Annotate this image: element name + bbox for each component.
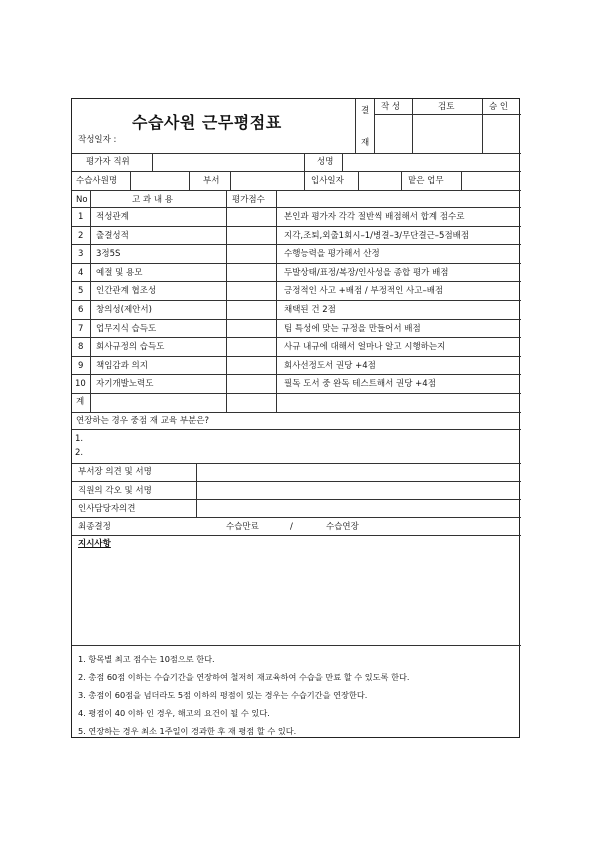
- row-item: 3정5S: [96, 249, 121, 260]
- row-divider: [72, 244, 521, 245]
- row-score-field[interactable]: [227, 227, 275, 244]
- row-criteria: 회사선정도서 권당 +4점: [284, 360, 376, 371]
- row-criteria: 두발상태/표정/복장/인사성을 종합 평가 배점: [284, 267, 449, 278]
- department-label: 부서: [203, 176, 220, 186]
- evaluation-form: [71, 98, 520, 738]
- row-score-field[interactable]: [227, 208, 275, 225]
- final-option-separator: /: [290, 522, 293, 532]
- note-line: 5. 연장하는 경우 최소 1주일이 경과한 후 재 평점 할 수 있다.: [78, 726, 297, 736]
- approval-label-2: 재: [361, 138, 370, 148]
- row-number: 6: [78, 305, 84, 315]
- evaluator-position-label: 평가자 직위: [86, 157, 130, 167]
- row-number: 1: [78, 212, 84, 222]
- approval-col-write: 작 성: [381, 102, 401, 112]
- sign-box-write[interactable]: [374, 115, 412, 153]
- row-divider: [72, 393, 521, 394]
- row-divider: [72, 337, 521, 338]
- instructions-field[interactable]: [73, 551, 519, 643]
- col-score-header: 평가점수: [232, 195, 265, 205]
- extension-question: 연장하는 경우 중점 재 교육 부분은?: [76, 416, 209, 426]
- note-line: 3. 총점이 60점을 넘더라도 5점 이하의 평점이 있는 경우는 수습기간을 연장한다.: [78, 690, 368, 700]
- row-criteria: 수행능력을 평가해서 산정: [284, 249, 380, 260]
- row-item: 책임감과 의지: [96, 360, 148, 371]
- row-score-field[interactable]: [227, 301, 275, 318]
- row-criteria: 필독 도서 중 완독 테스트해서 권당 +4점: [284, 379, 436, 390]
- row-score-field[interactable]: [227, 245, 275, 262]
- row-item: 출결성적: [96, 230, 129, 241]
- col-content-header: 고 과 내 용: [132, 195, 173, 205]
- trainee-resolve-field[interactable]: [197, 482, 520, 499]
- row-item: 예절 및 용모: [96, 267, 143, 278]
- row-criteria: 사규 내규에 대해서 얼마나 알고 시행하는지: [284, 342, 446, 353]
- row-number: 7: [78, 323, 84, 334]
- row-criteria: 긍정적인 사고 +배점 / 부정적인 사고–배점: [284, 286, 444, 297]
- row-item: 회사규정의 습득도: [96, 342, 165, 353]
- note-line: 1. 항목별 최고 점수는 10점으로 한다.: [78, 654, 215, 664]
- manager-opinion-field[interactable]: [197, 464, 520, 481]
- extension-item-1: 1.: [75, 434, 84, 444]
- assigned-duty-label: 맡은 업무: [408, 176, 444, 186]
- row-score-field[interactable]: [227, 357, 275, 374]
- total-label: 계: [76, 397, 85, 407]
- row-item: 적성관계: [96, 212, 129, 222]
- final-decision-label: 최종결정: [78, 522, 111, 532]
- sign-box-review[interactable]: [413, 115, 482, 153]
- hire-date-field[interactable]: [359, 172, 400, 190]
- instructions-label: 지시사항: [78, 539, 111, 549]
- row-divider: [72, 356, 521, 357]
- row-number: 3: [78, 249, 84, 260]
- row-score-field[interactable]: [227, 282, 275, 299]
- name-label: 성명: [317, 157, 334, 167]
- trainee-name-label: 수습사원명: [76, 176, 118, 186]
- trainee-resolve-label: 직원의 각오 및 서명: [78, 486, 152, 496]
- row-item: 업무지식 습득도: [96, 323, 157, 334]
- final-option-extend[interactable]: 수습연장: [326, 522, 359, 532]
- row-divider: [72, 263, 521, 264]
- page-title: 수습사원 근무평점표: [132, 113, 282, 132]
- note-line: 2. 총점 60점 이하는 수습기간을 연장하여 철저히 재교육하여 수습을 만료 할 수 있도록 한다.: [78, 672, 410, 682]
- approval-label-1: 결: [361, 106, 370, 116]
- row-item: 인간관계 협조성: [96, 286, 157, 297]
- row-score-field[interactable]: [227, 375, 275, 392]
- row-number: 9: [78, 360, 84, 371]
- row-score-field[interactable]: [227, 338, 275, 355]
- row-item: 자기개발노력도: [96, 379, 154, 390]
- approval-col-review: 검토: [438, 102, 455, 112]
- row-score-field[interactable]: [227, 320, 275, 337]
- manager-opinion-label: 부서장 의견 및 서명: [78, 467, 152, 477]
- row-criteria: 지각,조퇴,외출1회시–1/병결–3/무단결근–5점배점: [284, 230, 470, 241]
- extension-answer-field[interactable]: [86, 430, 520, 463]
- sign-box-approve[interactable]: [483, 115, 521, 153]
- row-number: 10: [75, 379, 86, 390]
- hr-opinion-field[interactable]: [197, 500, 520, 517]
- row-criteria: 본인과 평가자 각각 절반씩 배점해서 합계 점수로: [284, 212, 465, 222]
- row-divider: [72, 374, 521, 375]
- row-divider: [72, 226, 521, 227]
- row-number: 2: [78, 230, 84, 241]
- row-criteria: 팀 특성에 맞는 규정을 만들어서 배점: [284, 323, 421, 334]
- row-criteria: 채택된 건 2점: [284, 305, 336, 315]
- extension-item-2: 2.: [75, 448, 84, 458]
- hr-opinion-label: 인사담당자의견: [78, 504, 136, 514]
- row-number: 4: [78, 267, 84, 278]
- row-score-field[interactable]: [227, 264, 275, 281]
- date-label: 작성일자 :: [78, 135, 117, 145]
- final-option-complete[interactable]: 수습만료: [226, 522, 259, 532]
- row-divider: [72, 300, 521, 301]
- row-divider: [72, 281, 521, 282]
- assigned-duty-field[interactable]: [462, 172, 520, 190]
- trainee-name-field[interactable]: [131, 172, 188, 190]
- evaluator-position-field[interactable]: [153, 154, 303, 171]
- total-score-field[interactable]: [227, 394, 275, 411]
- hire-date-label: 입사일자: [311, 176, 344, 186]
- row-divider: [72, 319, 521, 320]
- col-no-header: No: [76, 195, 88, 205]
- row-number: 8: [78, 342, 84, 353]
- name-field[interactable]: [343, 154, 520, 171]
- row-item: 창의성(제안서): [96, 305, 152, 315]
- row-number: 5: [78, 286, 84, 297]
- note-line: 4. 평점이 40 이하 인 경우, 해고의 요건이 될 수 있다.: [78, 708, 270, 718]
- department-field[interactable]: [231, 172, 303, 190]
- approval-col-approve: 승 인: [489, 102, 509, 112]
